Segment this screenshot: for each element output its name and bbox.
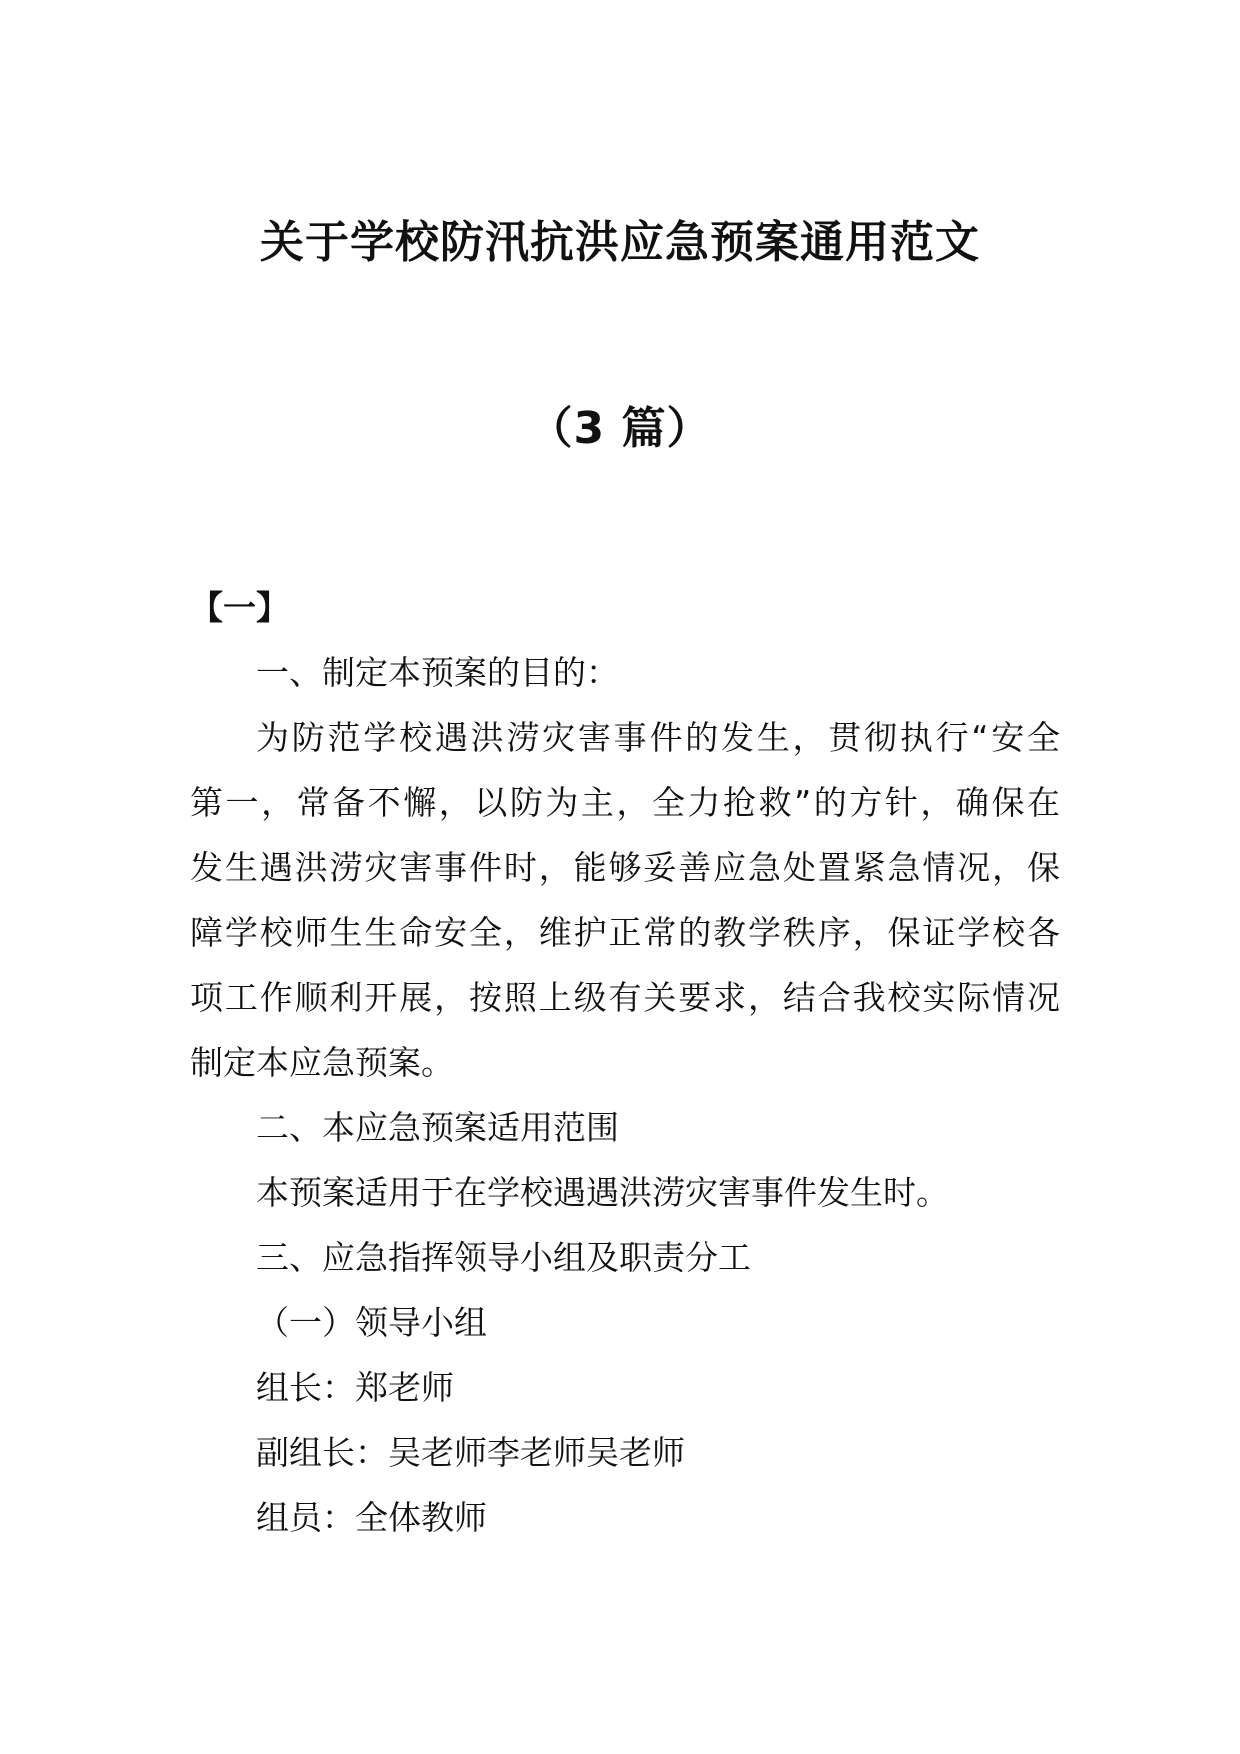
section-marker: 【一】 xyxy=(190,588,289,627)
paragraph-line: 本预案适用于在学校遇遇洪涝灾害事件发生时。 xyxy=(256,1173,949,1212)
document-title: 关于学校防汛抗洪应急预案通用范文 xyxy=(260,217,980,268)
heading-command-group: 三、应急指挥领导小组及职责分工 xyxy=(256,1238,751,1277)
heading-purpose: 一、制定本预案的目的： xyxy=(256,653,619,692)
paragraph-line: 制定本应急预案。 xyxy=(190,1043,454,1082)
group-leader: 组长：郑老师 xyxy=(256,1368,454,1407)
deputy-group-leaders: 副组长：吴老师李老师吴老师 xyxy=(256,1433,685,1472)
heading-scope: 二、本应急预案适用范围 xyxy=(256,1108,619,1147)
paragraph-line: 发生遇洪涝灾害事件时，能够妥善应急处置紧急情况，保 xyxy=(190,848,1060,887)
paragraph-line: 项工作顺利开展，按照上级有关要求，结合我校实际情况 xyxy=(190,978,1060,1017)
paragraph-line: 障学校师生生命安全，维护正常的教学秩序，保证学校各 xyxy=(190,913,1060,952)
subheading-leadership-group: （一）领导小组 xyxy=(256,1303,487,1342)
paragraph-line: 第一，常备不懈，以防为主，全力抢救”的方针，确保在 xyxy=(190,783,1060,822)
paragraph-line: 为防范学校遇洪涝灾害事件的发生，贯彻执行“安全 xyxy=(256,718,1060,757)
document-body xyxy=(190,640,1060,1550)
group-members: 组员：全体教师 xyxy=(256,1498,487,1537)
document-subtitle: （3 篇） xyxy=(528,403,712,454)
